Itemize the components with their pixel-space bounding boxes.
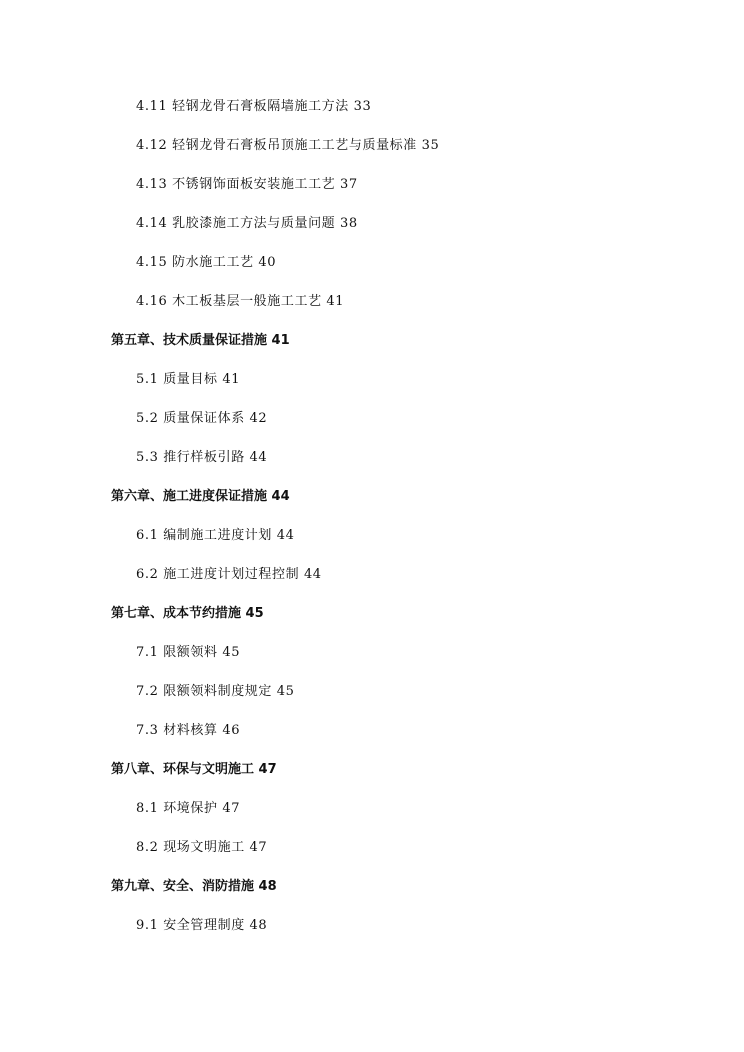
toc-entry-7-3[interactable]: 7.3 材料核算 46 xyxy=(136,723,241,738)
toc-chapter-9[interactable]: 第九章、安全、消防措施 48 xyxy=(111,879,277,894)
toc-entry-4-14[interactable]: 4.14 乳胶漆施工方法与质量问题 38 xyxy=(136,216,358,231)
toc-entry-4-13[interactable]: 4.13 不锈钢饰面板安装施工工艺 37 xyxy=(136,177,358,192)
table-of-contents xyxy=(0,93,744,951)
toc-entry-5-1[interactable]: 5.1 质量目标 41 xyxy=(136,372,241,387)
toc-entry-7-2[interactable]: 7.2 限额领料制度规定 45 xyxy=(136,684,295,699)
toc-chapter-8[interactable]: 第八章、环保与文明施工 47 xyxy=(111,762,277,777)
toc-entry-5-3[interactable]: 5.3 推行样板引路 44 xyxy=(136,450,268,465)
toc-chapter-7[interactable]: 第七章、成本节约措施 45 xyxy=(111,606,264,621)
toc-entry-8-1[interactable]: 8.1 环境保护 47 xyxy=(136,801,241,816)
toc-entry-7-1[interactable]: 7.1 限额领料 45 xyxy=(136,645,241,660)
toc-entry-4-15[interactable]: 4.15 防水施工工艺 40 xyxy=(136,255,277,270)
toc-entry-6-2[interactable]: 6.2 施工进度计划过程控制 44 xyxy=(136,567,322,582)
toc-entry-4-16[interactable]: 4.16 木工板基层一般施工工艺 41 xyxy=(136,294,345,309)
toc-entry-9-1[interactable]: 9.1 安全管理制度 48 xyxy=(136,918,268,933)
toc-entry-5-2[interactable]: 5.2 质量保证体系 42 xyxy=(136,411,268,426)
toc-entry-4-12[interactable]: 4.12 轻钢龙骨石膏板吊顶施工工艺与质量标准 35 xyxy=(136,138,440,153)
toc-chapter-6[interactable]: 第六章、施工进度保证措施 44 xyxy=(111,489,290,504)
toc-entry-8-2[interactable]: 8.2 现场文明施工 47 xyxy=(136,840,268,855)
toc-entry-6-1[interactable]: 6.1 编制施工进度计划 44 xyxy=(136,528,295,543)
toc-chapter-5[interactable]: 第五章、技术质量保证措施 41 xyxy=(111,333,290,348)
toc-entry-4-11[interactable]: 4.11 轻钢龙骨石膏板隔墙施工方法 33 xyxy=(136,99,372,114)
